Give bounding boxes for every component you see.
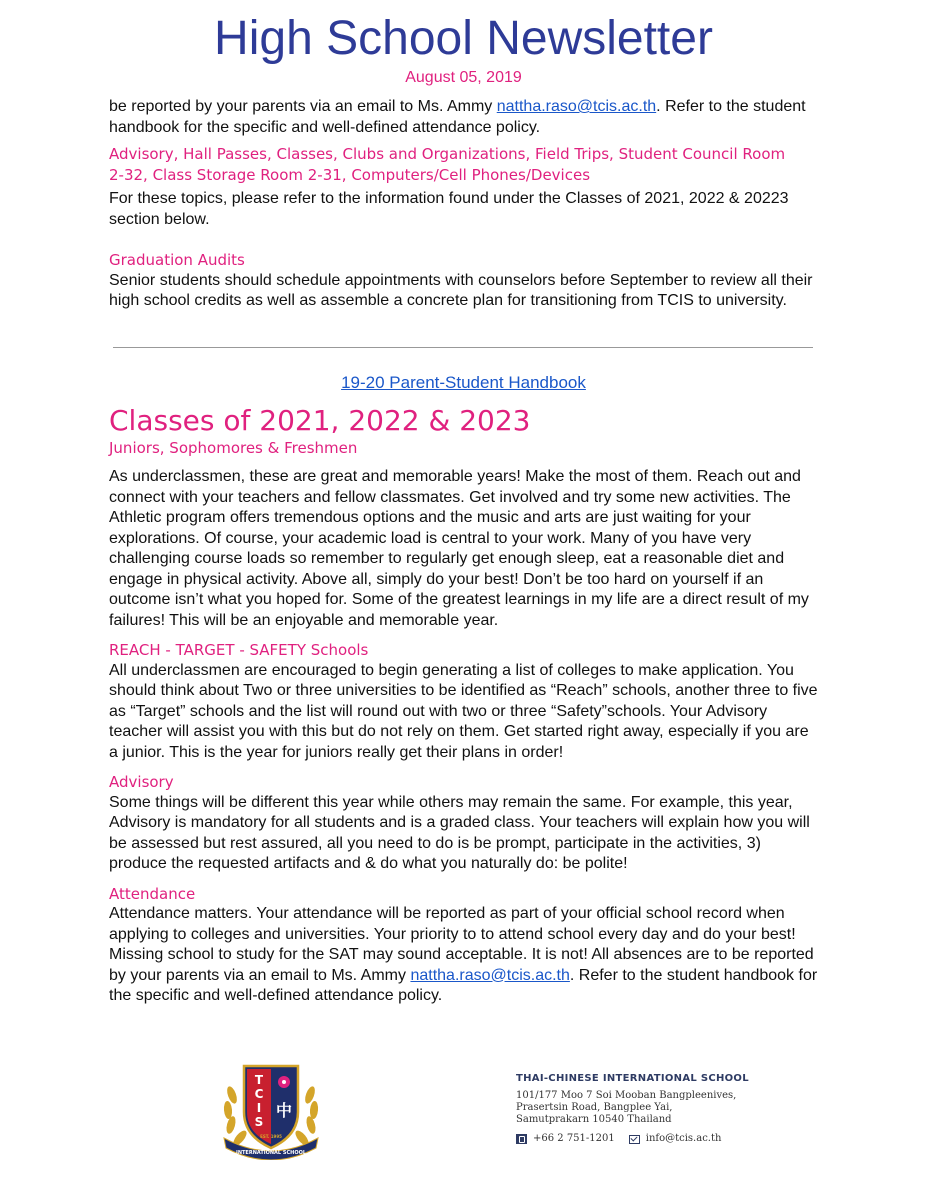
crest-letter-s: S (254, 1115, 264, 1129)
mail-icon (629, 1135, 640, 1144)
crest-ribbon-text: INTERNATIONAL SCHOOL (235, 1150, 307, 1156)
crest-letter-t: T (254, 1073, 264, 1087)
advisory-body: Some things will be different this year while others may remain the same. For example, this year, Advisory is mandatory for all students and is a graded class. Your teachers will explain how you will be assessed but rest assured, all you need to do is be prompt, participate in the activities, 3) produce the requested artifacts and & do what you naturally do: be polite! (109, 793, 810, 872)
school-name: THAI-CHINESE INTERNATIONAL SCHOOL (516, 1073, 749, 1084)
crest-letter-c: C (254, 1087, 264, 1101)
crest-graphic (218, 1060, 324, 1160)
contact-row (516, 1132, 836, 1146)
attendance-continued-paragraph (109, 97, 821, 138)
topics-heading: Advisory, Hall Passes, Classes, Clubs and Organizations, Field Trips, Student Council Room 2-32, Class Storage Room 2-31, Computers/Cell Phones/Devices (109, 145, 786, 184)
handbook-link[interactable]: 19-20 Parent-Student Handbook (341, 373, 586, 392)
crest-chinese-character: 中 (275, 1101, 293, 1120)
reach-body: All underclassmen are encouraged to begin generating a list of colleges to make application. You should think about Two or three universities to be identified as “Reach” schools, another three to five as “Target” schools and the list will round out with two or three “Safety”schools. Your Advisory teacher will assist you with this but do not rely on them. Get started right away, especially if you are a junior. This is the year for juniors really get their plans in order! (109, 661, 818, 761)
classes-heading: Classes of 2021, 2022 & 2023 (109, 404, 531, 437)
top-section (109, 97, 821, 312)
phone-number: +66 2 751-1201 (533, 1133, 615, 1144)
handbook-link-row (0, 372, 927, 394)
address-line-1: 101/177 Moo 7 Soi Mooban Bangpleenives, (516, 1090, 737, 1101)
email-link[interactable]: nattha.raso@tcis.ac.th (496, 98, 657, 115)
attendance-continued-text-1: be reported by your parents via an email to Ms. Ammy (109, 98, 497, 115)
attendance-body-text-2: . Refer to the student handbook for the specific and well-defined attendance policy. (109, 966, 818, 1004)
newsletter-date: August 05, 2019 (405, 69, 522, 86)
graduation-audits-heading: Graduation Audits (109, 251, 245, 269)
crest-letter-i: I (256, 1101, 262, 1115)
classes-subheading: Juniors, Sophomores & Freshmen (109, 439, 358, 457)
address-line-2: Prasertsin Road, Bangplee Yai, (516, 1102, 673, 1113)
school-crest-logo (218, 1060, 324, 1160)
topics-body: For these topics, please refer to the information found under the Classes of 2021, 2022 & 20223 section below. (109, 190, 789, 228)
reach-heading: REACH - TARGET - SAFETY Schools (109, 641, 369, 659)
contact-email: info@tcis.ac.th (645, 1133, 722, 1144)
school-contact-block (516, 1072, 836, 1146)
attendance-body (109, 904, 821, 1007)
advisory-heading: Advisory (109, 773, 174, 791)
graduation-audits-body: Senior students should schedule appointments with counselors before September to review all their high school credits as well as assemble a concrete plan for transitioning from TCIS to university. (109, 271, 813, 309)
attendance-email-link[interactable]: nattha.raso@tcis.ac.th (410, 966, 570, 984)
attendance-body-text-1: Attendance matters. Your attendance will be reported as part of your official school record when applying to colleges and universities. Your priority to to attend school every day and do your best! Missing school to study for the SAT may sound acceptable. It is not! All absences are to be reported by your parents via an email to Ms. Ammy (109, 905, 814, 984)
section-divider (113, 347, 813, 348)
attendance-continued-text-2: . Refer to the student handbook for the specific and well-defined attendance policy. (109, 98, 806, 136)
phone-icon (516, 1134, 527, 1144)
crest-est: EST. 1995 (260, 1134, 282, 1139)
school-address (516, 1090, 836, 1126)
newsletter-title: High School Newsletter (214, 12, 713, 65)
classes-intro: As underclassmen, these are great and memorable years! Make the most of them. Reach out and connect with your teachers and fellow classmates. Get involved and try some new activities. The Athletic program offers tremendous options and the music and arts are just waiting for your explorations. Of course, your academic load is central to your work. Many of you have very challenging course loads so remember to regularly get enough sleep, eat a reasonable diet and engage in physical activity. Above all, simply do your best! Don’t be too hard on yourself if an outcome isn’t what you hoped for. Some of the greatest learnings in my life are a direct result of my failures! This will be an enjoyable and memorable year. (109, 468, 809, 629)
classes-section (109, 404, 821, 1007)
address-line-3: Samutprakarn 10540 Thailand (516, 1114, 672, 1125)
attendance-heading: Attendance (109, 884, 196, 903)
